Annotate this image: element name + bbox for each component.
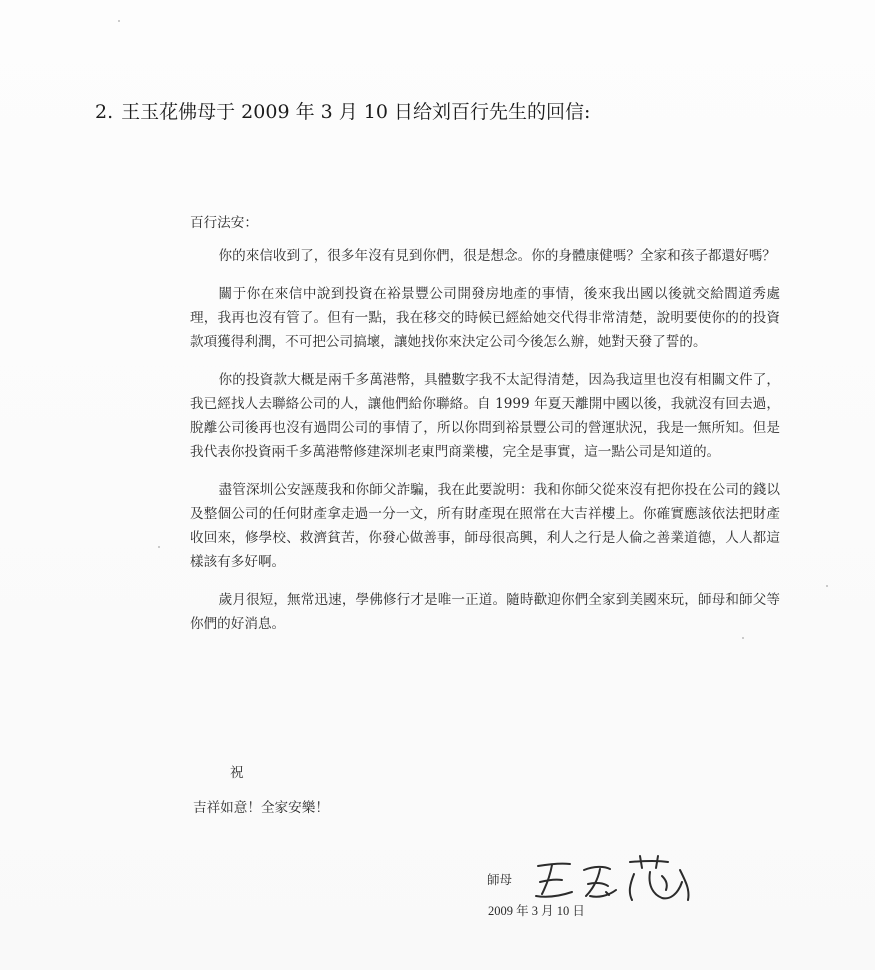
closing-blessing-intro: 祝 bbox=[230, 765, 244, 781]
scan-speck bbox=[742, 637, 744, 639]
section-number: 2. bbox=[95, 101, 114, 123]
letter-paragraph-3: 你的投資款大概是兩千多萬港幣，具體數字我不太記得清楚，因為我這里也沒有相關文件了，我已經找人去聯絡公司的人，讓他們給你聯絡。自 1999 年夏天離開中國以後，我就沒有回去過，脫離公司後再也沒有過問公司的事情了，所以你問到裕景豐公司的營運狀況，我是一無所知。但是我代表你投資兩千多萬港幣修建深圳老東門商業樓，完全是事實，這一點公司是知道的。 bbox=[190, 372, 780, 460]
letter-paragraph-2: 關于你在來信中說到投資在裕景豐公司開發房地產的事情，後來我出國以後就交給閻道秀處理，我再也沒有管了。但有一點，我在移交的時候已經給她交代得非常清楚，說明要使你的的投資款項獲得利潤，不可把公司搞壞，讓她找你來決定公司今後怎么辦，她對天發了誓的。 bbox=[190, 286, 780, 350]
scan-speck bbox=[826, 585, 828, 587]
letter-date: 2009 年 3 月 10 日 bbox=[488, 904, 585, 918]
section-heading bbox=[95, 98, 795, 126]
scan-speck bbox=[158, 546, 160, 548]
closing-blessing: 吉祥如意！全家安樂！ bbox=[193, 800, 329, 816]
letter-salutation: 百行法安： bbox=[190, 215, 258, 231]
letter-paragraph-1: 你的來信收到了，很多年沒有見到你們，很是想念。你的身體康健嗎？全家和孩子都還好嗎？ bbox=[218, 248, 776, 264]
signer-title: 師母 bbox=[487, 872, 513, 887]
section-title: 王玉花佛母于 2009 年 3 月 10 日给刘百行先生的回信: bbox=[121, 101, 591, 123]
letter-paragraph-4: 盡管深圳公安誣蔑我和你師父詐騙，我在此要說明：我和你師父從來沒有把你投在公司的錢以及整個公司的任何財產拿走過一分一文，所有財產現在照常在大吉祥樓上。你確實應該依法把財產收回來，修學校、救濟貧苦，你發心做善事，師母很高興，利人之行是人倫之善業道德，人人都這樣該有多好啊。 bbox=[190, 482, 780, 570]
scan-speck bbox=[118, 20, 120, 22]
letter-body bbox=[190, 212, 780, 650]
letter-paragraph-5: 歲月很短，無常迅速，學佛修行才是唯一正道。隨時歡迎你們全家到美國來玩，師母和師父等你們的好消息。 bbox=[190, 592, 780, 632]
handwritten-signature bbox=[530, 852, 700, 907]
